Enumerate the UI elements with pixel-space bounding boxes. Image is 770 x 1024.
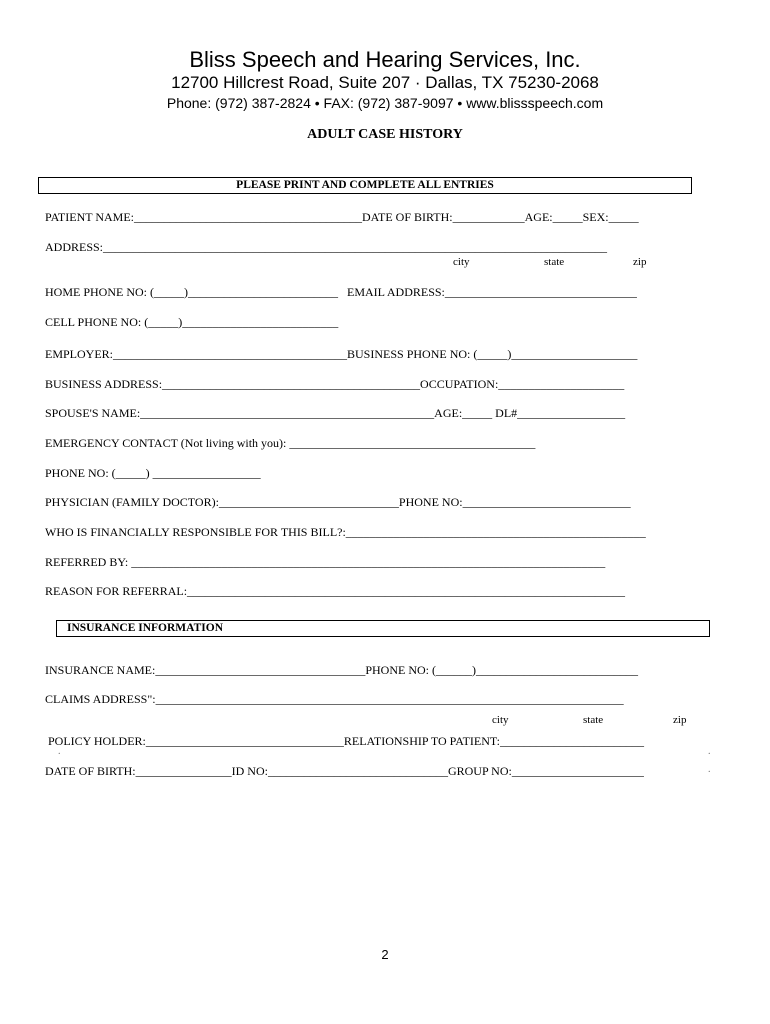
cell-phone-line[interactable]: CELL PHONE NO: (_____)__________________________ [45, 315, 339, 329]
policy-holder-line[interactable]: POLICY HOLDER:_________________________________RELATIONSHIP TO PATIENT:________________________ [48, 734, 644, 748]
claims-state-label: state [583, 714, 604, 726]
employer-line[interactable]: EMPLOYER:_______________________________________BUSINESS PHONE NO: (_____)_____________________ [45, 347, 638, 361]
instructions-text: PLEASE PRINT AND COMPLETE ALL ENTRIES [236, 179, 494, 191]
insurance-name-line[interactable]: INSURANCE NAME:___________________________________PHONE NO: (______)___________________________ [45, 663, 638, 677]
patient-name-line[interactable]: PATIENT NAME:______________________________________DATE OF BIRTH:____________AGE:_____SEX:_____ [45, 210, 639, 224]
address-line[interactable]: ADDRESS:____________________________________________________________________________________ [45, 240, 608, 254]
spouse-line[interactable]: SPOUSE'S NAME:_________________________________________________AGE:_____ DL#__________________ [45, 406, 626, 420]
address-zip-label: zip [633, 256, 647, 268]
insurance-section-title: INSURANCE INFORMATION [67, 622, 224, 634]
reason-referral-line[interactable]: REASON FOR REFERRAL:_________________________________________________________________________ [45, 584, 626, 598]
company-address: 12700 Hillcrest Road, Suite 207 · Dallas, TX 75230-2068 [171, 73, 599, 92]
emergency-phone-line[interactable]: PHONE NO: (_____) __________________ [45, 466, 261, 480]
home-phone-email-line[interactable]: HOME PHONE NO: (_____)_________________________ EMAIL ADDRESS:________________________________ [45, 285, 637, 299]
business-address-line[interactable]: BUSINESS ADDRESS:___________________________________________OCCUPATION:_____________________ [45, 377, 625, 391]
insurance-section-box [56, 620, 710, 637]
page-number: 2 [381, 947, 389, 962]
stray-mark: . [708, 746, 711, 757]
financial-responsible-line[interactable]: WHO IS FINANCIALLY RESPONSIBLE FOR THIS BILL?:__________________________________________________ [45, 525, 646, 539]
physician-line[interactable]: PHYSICIAN (FAMILY DOCTOR):______________________________PHONE NO:____________________________ [45, 495, 631, 509]
claims-city-label: city [492, 714, 509, 726]
referred-by-line[interactable]: REFERRED BY: _______________________________________________________________________________ [45, 555, 606, 569]
form-title: ADULT CASE HISTORY [307, 127, 463, 142]
claims-zip-label: zip [673, 714, 687, 726]
address-state-label: state [544, 256, 565, 268]
stray-mark: . [708, 764, 711, 775]
insurance-dob-line[interactable]: DATE OF BIRTH:________________ID NO:______________________________GROUP NO:______________________ [45, 764, 644, 778]
company-contact: Phone: (972) 387-2824 • FAX: (972) 387-9097 • www.blissspeech.com [166, 95, 604, 111]
stray-mark: . [58, 746, 61, 757]
company-name: Bliss Speech and Hearing Services, Inc. [189, 47, 581, 72]
address-city-label: city [453, 256, 470, 268]
instructions-box [38, 177, 692, 194]
emergency-contact-line[interactable]: EMERGENCY CONTACT (Not living with you): _________________________________________ [45, 436, 536, 450]
claims-address-line[interactable]: CLAIMS ADDRESS":______________________________________________________________________________ [45, 692, 624, 706]
